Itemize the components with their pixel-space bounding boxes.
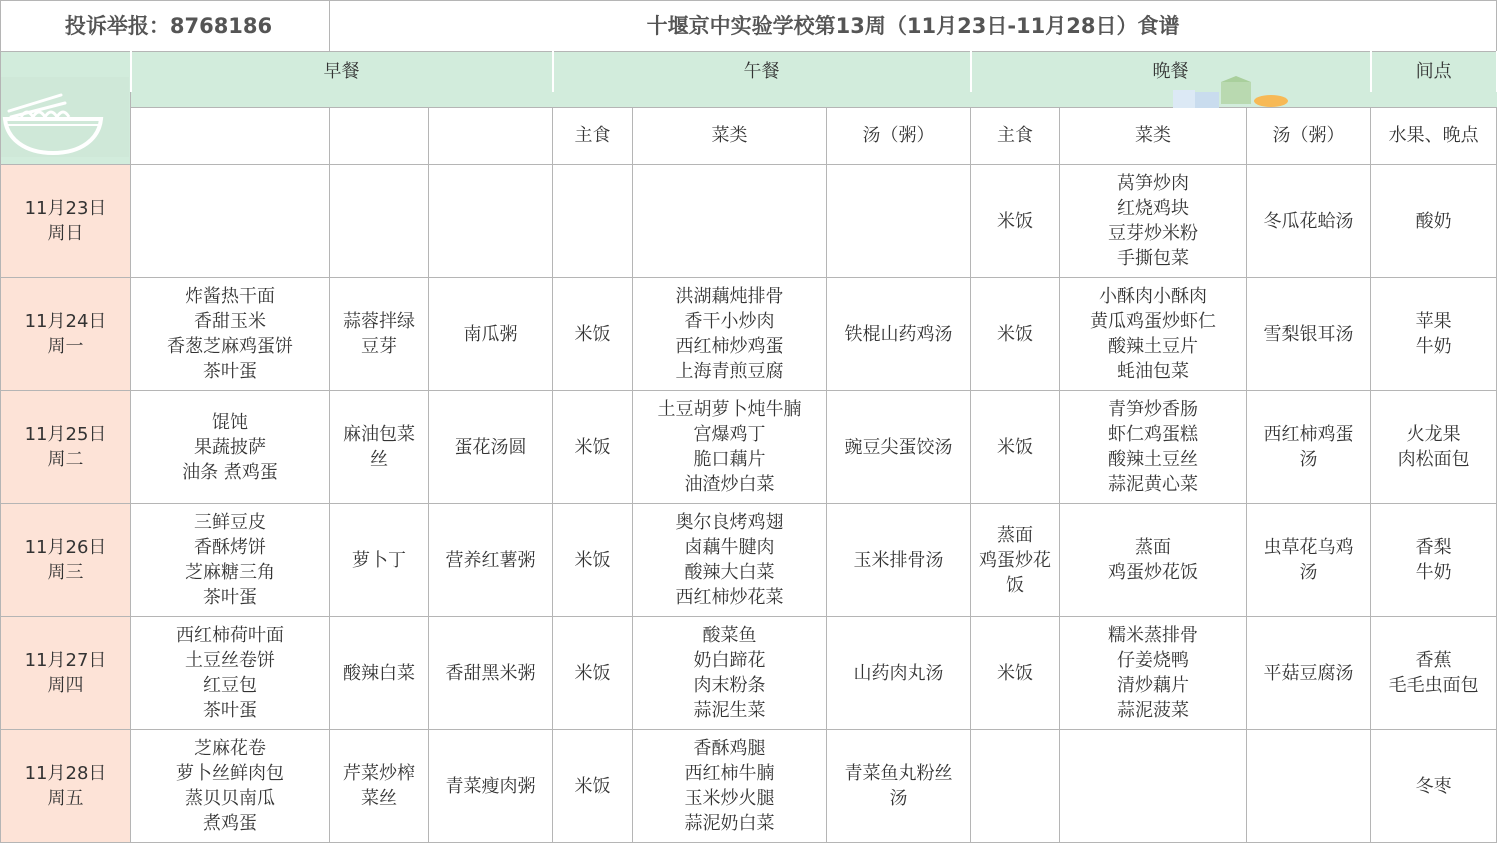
lunch-staple-cell: 米饭	[553, 504, 633, 617]
title-row	[1, 1, 1497, 52]
lunch-staple-cell: 米饭	[553, 730, 633, 843]
lunch-staple-cell: 米饭	[553, 278, 633, 391]
sub-lunch-soup: 汤（粥）	[827, 107, 971, 164]
dinner-staple-cell	[971, 730, 1060, 843]
breakfast-main-cell: 炸酱热干面 香甜玉米 香葱芝麻鸡蛋饼 茶叶蛋	[131, 278, 330, 391]
dinner-staple-cell: 蒸面 鸡蛋炒花 饭	[971, 504, 1060, 617]
breakfast-porridge-cell: 香甜黑米粥	[429, 617, 553, 730]
dinner-dishes-cell: 小酥肉小酥肉 黄瓜鸡蛋炒虾仁 酸辣土豆片 蚝油包菜	[1060, 278, 1247, 391]
breakfast-main-cell: 三鲜豆皮 香酥烤饼 芝麻糖三角 茶叶蛋	[131, 504, 330, 617]
dinner-soup-cell	[1247, 730, 1371, 843]
lunch-staple-cell	[553, 165, 633, 278]
dinner-dishes-cell: 糯米蒸排骨 仔姜烧鸭 清炒藕片 蒜泥菠菜	[1060, 617, 1247, 730]
lunch-dishes-cell: 土豆胡萝卜炖牛腩 宫爆鸡丁 脆口藕片 油渣炒白菜	[633, 391, 827, 504]
date-cell: 11月27日 周四	[1, 617, 131, 730]
header-band-fill	[131, 92, 1497, 107]
breakfast-side-cell: 芹菜炒榨 菜丝	[330, 730, 429, 843]
sub-dinner-soup: 汤（粥）	[1247, 107, 1371, 164]
dinner-dishes-cell: 蒸面 鸡蛋炒花饭	[1060, 504, 1247, 617]
day-row-sun	[1, 165, 1497, 278]
page-title: 十堰京中实验学校第13周（11月23日-11月28日）食谱	[330, 1, 1497, 52]
lunch-dishes-cell: 奥尔良烤鸡翅 卤藕牛腱肉 酸辣大白菜 西红柿炒花菜	[633, 504, 827, 617]
snack-cell: 香蕉 毛毛虫面包	[1371, 617, 1497, 730]
noodle-bowl-icon	[1, 77, 129, 157]
breakfast-main-cell: 馄饨 果蔬披萨 油条 煮鸡蛋	[131, 391, 330, 504]
lunch-dishes-cell: 酸菜鱼 奶白蹄花 肉末粉条 蒜泥生菜	[633, 617, 827, 730]
lunch-soup-cell: 玉米排骨汤	[827, 504, 971, 617]
breakfast-porridge-cell: 青菜瘦肉粥	[429, 730, 553, 843]
sub-breakfast-porridge	[429, 107, 553, 164]
meal-lunch: 午餐	[553, 52, 971, 92]
sub-lunch-dishes: 菜类	[633, 107, 827, 164]
snack-cell: 酸奶	[1371, 165, 1497, 278]
breakfast-side-cell	[330, 165, 429, 278]
sub-breakfast-side	[330, 107, 429, 164]
lunch-soup-cell: 铁棍山药鸡汤	[827, 278, 971, 391]
snack-cell: 香梨 牛奶	[1371, 504, 1497, 617]
logo-cell	[1, 52, 131, 165]
day-row-thu	[1, 617, 1497, 730]
day-row-mon	[1, 278, 1497, 391]
dinner-dishes-cell	[1060, 730, 1247, 843]
lunch-dishes-cell: 洪湖藕炖排骨 香干小炒肉 西红柿炒鸡蛋 上海青煎豆腐	[633, 278, 827, 391]
breakfast-main-cell: 西红柿荷叶面 土豆丝卷饼 红豆包 茶叶蛋	[131, 617, 330, 730]
breakfast-side-cell: 麻油包菜 丝	[330, 391, 429, 504]
sub-breakfast-main	[131, 107, 330, 164]
lunch-staple-cell: 米饭	[553, 391, 633, 504]
lunch-soup-cell	[827, 165, 971, 278]
lunch-soup-cell: 山药肉丸汤	[827, 617, 971, 730]
breakfast-porridge-cell	[429, 165, 553, 278]
snack-cell: 苹果 牛奶	[1371, 278, 1497, 391]
sub-dinner-staple: 主食	[971, 107, 1060, 164]
lunch-staple-cell: 米饭	[553, 617, 633, 730]
breakfast-porridge-cell: 南瓜粥	[429, 278, 553, 391]
breakfast-main-cell	[131, 165, 330, 278]
snack-cell: 冬枣	[1371, 730, 1497, 843]
meal-breakfast: 早餐	[131, 52, 553, 92]
meal-dinner: 晚餐	[971, 52, 1371, 92]
lunch-soup-cell: 豌豆尖蛋饺汤	[827, 391, 971, 504]
breakfast-main-cell: 芝麻花卷 萝卜丝鲜肉包 蒸贝贝南瓜 煮鸡蛋	[131, 730, 330, 843]
breakfast-side-cell: 蒜蓉拌绿 豆芽	[330, 278, 429, 391]
meal-snack: 间点	[1371, 52, 1497, 92]
dinner-staple-cell: 米饭	[971, 391, 1060, 504]
lunch-dishes-cell	[633, 165, 827, 278]
dinner-staple-cell: 米饭	[971, 165, 1060, 278]
day-row-wed	[1, 504, 1497, 617]
day-row-tue	[1, 391, 1497, 504]
lunch-soup-cell: 青菜鱼丸粉丝 汤	[827, 730, 971, 843]
snack-cell: 火龙果 肉松面包	[1371, 391, 1497, 504]
dinner-soup-cell: 西红柿鸡蛋 汤	[1247, 391, 1371, 504]
breakfast-side-cell: 酸辣白菜	[330, 617, 429, 730]
dinner-soup-cell: 冬瓜花蛤汤	[1247, 165, 1371, 278]
dinner-dishes-cell: 青笋炒香肠 虾仁鸡蛋糕 酸辣土豆丝 蒜泥黄心菜	[1060, 391, 1247, 504]
sub-snack: 水果、晚点	[1371, 107, 1497, 164]
date-cell: 11月26日 周三	[1, 504, 131, 617]
dinner-soup-cell: 平菇豆腐汤	[1247, 617, 1371, 730]
lunch-dishes-cell: 香酥鸡腿 西红柿牛腩 玉米炒火腿 蒜泥奶白菜	[633, 730, 827, 843]
breakfast-porridge-cell: 蛋花汤圆	[429, 391, 553, 504]
subheader-row	[1, 107, 1497, 164]
date-cell: 11月25日 周二	[1, 391, 131, 504]
breakfast-porridge-cell: 营养红薯粥	[429, 504, 553, 617]
dinner-soup-cell: 虫草花乌鸡 汤	[1247, 504, 1371, 617]
day-row-fri	[1, 730, 1497, 843]
header-band	[1, 92, 1497, 107]
date-cell: 11月24日 周一	[1, 278, 131, 391]
dinner-soup-cell: 雪梨银耳汤	[1247, 278, 1371, 391]
hotline-text: 投诉举报：8768186	[1, 1, 330, 52]
sub-lunch-staple: 主食	[553, 107, 633, 164]
dinner-staple-cell: 米饭	[971, 278, 1060, 391]
dinner-staple-cell: 米饭	[971, 617, 1060, 730]
dinner-dishes-cell: 莴笋炒肉 红烧鸡块 豆芽炒米粉 手撕包菜	[1060, 165, 1247, 278]
meal-header-row	[1, 52, 1497, 92]
breakfast-side-cell: 萝卜丁	[330, 504, 429, 617]
sub-dinner-dishes: 菜类	[1060, 107, 1247, 164]
date-cell: 11月23日 周日	[1, 165, 131, 278]
date-cell: 11月28日 周五	[1, 730, 131, 843]
